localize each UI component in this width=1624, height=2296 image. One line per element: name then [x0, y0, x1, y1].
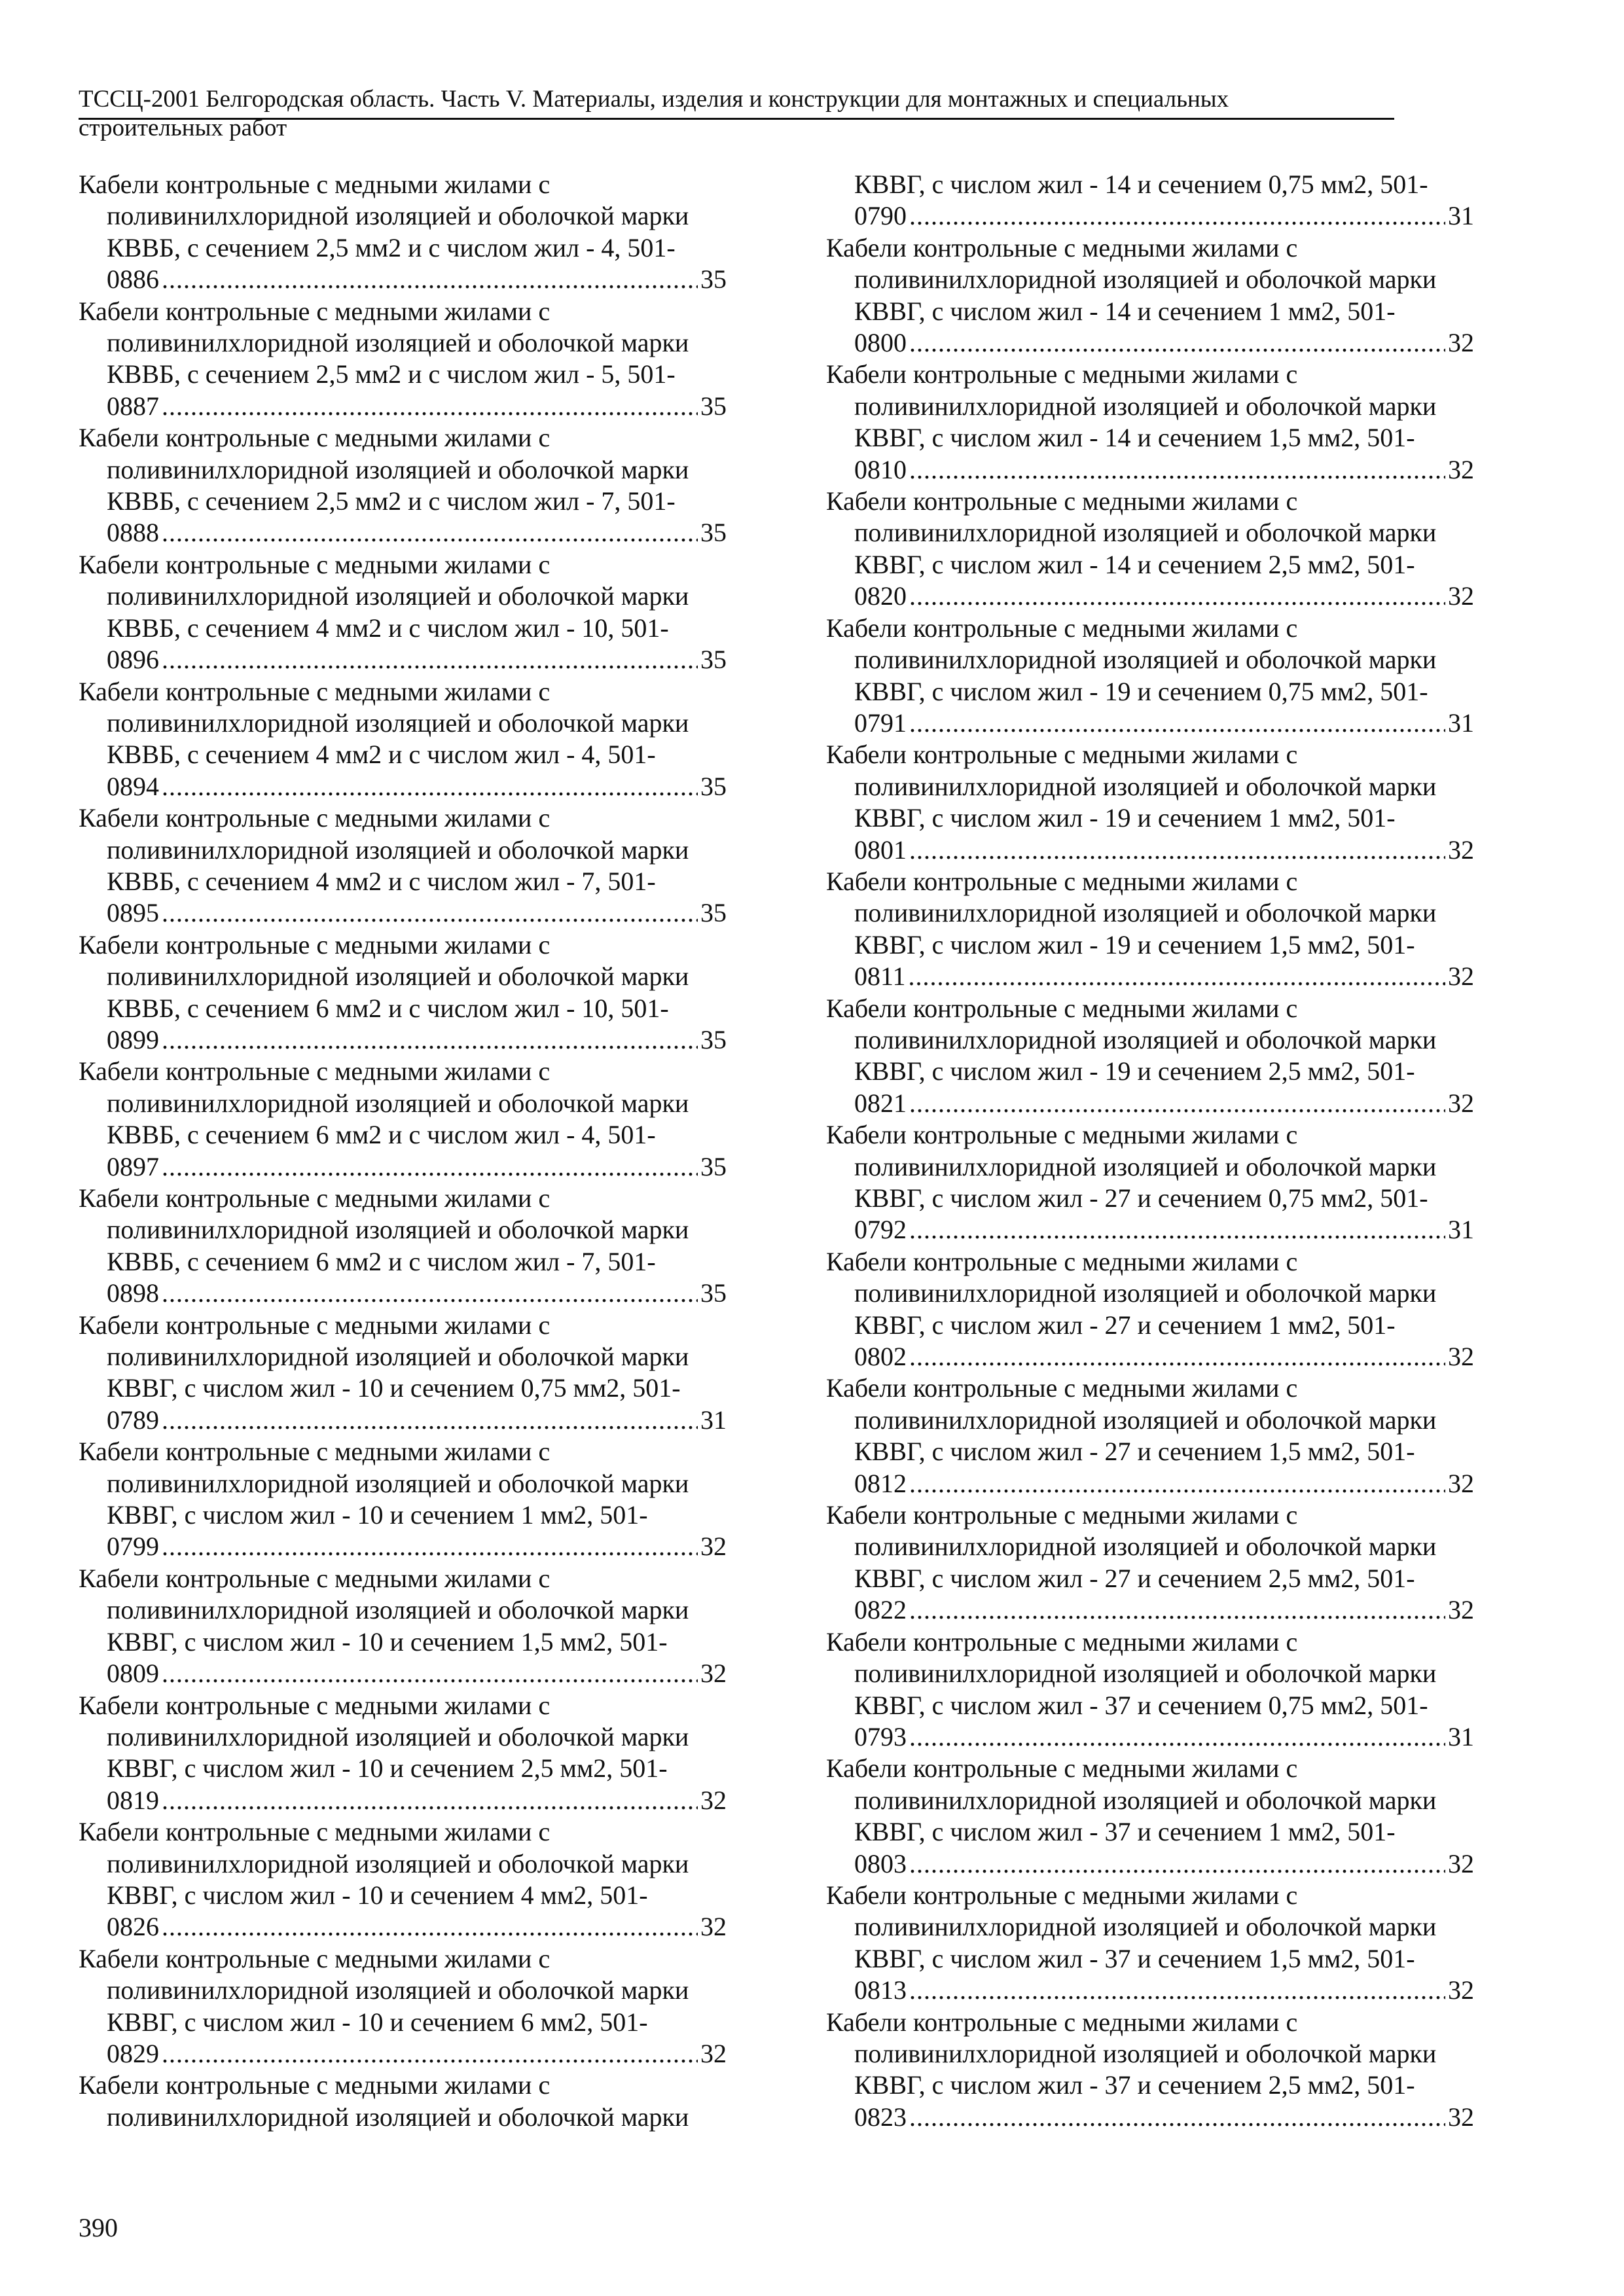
- entry-line-1: Кабели контрольные с медными жилами с: [79, 1690, 550, 1720]
- index-entry: [826, 486, 1474, 613]
- entry-line-2: поливинилхлоридной изоляцией и оболочкой марки: [854, 264, 1437, 295]
- entry-code-line: [79, 1658, 727, 1689]
- index-entry: [79, 1183, 727, 1310]
- index-entry: [79, 549, 727, 676]
- header-line-2: строительных работ: [79, 115, 287, 141]
- entry-line-3: КВВГ, с числом жил - 27 и сечением 1 мм2, 501-: [854, 1310, 1396, 1340]
- entry-line-3: КВВБ, с сечением 2,5 мм2 и с числом жил - 7, 501-: [107, 486, 676, 516]
- entry-line-3: КВВГ, с числом жил - 10 и сечением 0,75 мм2, 501-: [107, 1373, 681, 1403]
- dot-leader: [909, 200, 1445, 232]
- entry-code-line: [826, 1975, 1474, 2006]
- entry-page: 32: [1448, 328, 1474, 358]
- index-entry-continuation: [826, 169, 1474, 232]
- entry-code: 0898: [107, 1278, 159, 1308]
- entry-line-3: КВВГ, с числом жил - 10 и сечением 6 мм2, 501-: [107, 2007, 648, 2037]
- entry-line-1: Кабели контрольные с медными жилами с: [826, 740, 1298, 770]
- index-entry: [826, 2007, 1474, 2134]
- entry-line-1: Кабели контрольные с медными жилами с: [826, 1880, 1298, 1910]
- entry-line-3: КВВГ, с числом жил - 37 и сечением 1 мм2, 501-: [854, 1817, 1396, 1847]
- entry-line-1: Кабели контрольные с медными жилами с: [79, 1817, 550, 1847]
- entry-line-3: КВВГ, с числом жил - 10 и сечением 2,5 мм2, 501-: [107, 1753, 668, 1784]
- index-entry: [826, 1880, 1474, 2007]
- dot-leader: [909, 708, 1445, 739]
- entry-code: 0821: [854, 1088, 907, 1118]
- entry-line-2: поливинилхлоридной изоляцией и оболочкой марки: [107, 581, 689, 611]
- entry-code: 0820: [854, 581, 907, 611]
- entry-page: 31: [1448, 1721, 1474, 1751]
- entry-code: 0799: [107, 1532, 159, 1562]
- entry-line-1: Кабели контрольные с медными жилами с: [79, 1943, 550, 1973]
- entry-code-line: [79, 771, 727, 802]
- entry-code-line: [826, 2102, 1474, 2133]
- index-entry: [79, 802, 727, 929]
- entry-page: 32: [1448, 834, 1474, 865]
- dot-leader: [162, 1278, 698, 1309]
- entry-code: 0823: [854, 2102, 907, 2132]
- entry-code: 0897: [107, 1151, 159, 1181]
- entry-line-2: поливинилхлоридной изоляцией и оболочкой марки: [854, 1912, 1437, 1942]
- index-entry: [826, 866, 1474, 993]
- entry-page: 35: [700, 1278, 727, 1308]
- entry-code: 0801: [854, 834, 907, 865]
- entry-line-2: поливинилхлоридной изоляцией и оболочкой марки: [107, 1342, 689, 1372]
- dot-leader: [162, 644, 698, 675]
- dot-leader: [162, 517, 698, 548]
- entry-line-2: поливинилхлоридной изоляцией и оболочкой марки: [854, 1532, 1437, 1562]
- entry-code: 0887: [107, 391, 159, 421]
- entry-line-1: Кабели контрольные с медными жилами с: [826, 993, 1298, 1023]
- entry-line-1: Кабели контрольные с медными жилами с: [79, 170, 550, 199]
- entry-line-1: Кабели контрольные с медными жилами с: [79, 1437, 550, 1467]
- entry-line-3: КВВГ, с числом жил - 14 и сечением 1,5 мм2, 501-: [854, 423, 1415, 453]
- dot-leader: [909, 1975, 1445, 2006]
- index-entry: [79, 1310, 727, 1437]
- index-entry: [79, 676, 727, 803]
- entry-line-2: поливинилхлоридной изоляцией и оболочкой марки: [854, 898, 1437, 928]
- index-entry: [79, 296, 727, 423]
- index-entry: [826, 613, 1474, 740]
- entry-page: 32: [700, 2038, 727, 2068]
- dot-leader: [162, 1658, 698, 1689]
- dot-leader: [162, 1151, 698, 1183]
- entry-line-2: поливинилхлоридной изоляцией и оболочкой марки: [107, 201, 689, 231]
- dot-leader: [162, 1911, 698, 1943]
- entry-page: 32: [1448, 1088, 1474, 1118]
- entry-line-2: поливинилхлоридной изоляцией и оболочкой марки: [107, 1848, 689, 1878]
- entry-page: 32: [700, 1659, 727, 1689]
- entry-code: 0793: [854, 1721, 907, 1751]
- entry-code: 0812: [854, 1468, 907, 1498]
- entry-page: 32: [1448, 1595, 1474, 1625]
- entry-line-1: Кабели контрольные с медными жилами с: [826, 1500, 1298, 1530]
- entry-code-line: [79, 1531, 727, 1562]
- entry-line-2: поливинилхлоридной изоляцией и оболочкой марки: [854, 771, 1437, 801]
- dot-leader: [162, 391, 698, 422]
- entry-line-2: поливинилхлоридной изоляцией и оболочкой марки: [107, 961, 689, 992]
- entry-page: 35: [700, 645, 727, 675]
- entry-line-2: поливинилхлоридной изоляцией и оболочкой марки: [107, 1721, 689, 1751]
- entry-line-2: поливинилхлоридной изоляцией и оболочкой марки: [107, 328, 689, 358]
- dot-leader: [909, 1341, 1445, 1372]
- entry-code-line: [79, 1911, 727, 1943]
- entry-code: 0899: [107, 1024, 159, 1054]
- entry-line-2: поливинилхлоридной изоляцией и оболочкой марки: [854, 518, 1437, 548]
- entry-page: 32: [1448, 454, 1474, 484]
- entry-line-3: КВВГ, с числом жил - 10 и сечением 4 мм2, 501-: [107, 1880, 648, 1910]
- entry-line-3: КВВГ, с числом жил - 14 и сечением 1 мм2, 501-: [854, 296, 1396, 326]
- entry-code-line: [826, 1468, 1474, 1499]
- entry-line-2: поливинилхлоридной изоляцией и оболочкой марки: [107, 1975, 689, 2005]
- entry-page: 32: [1448, 2102, 1474, 2132]
- entry-line-2: поливинилхлоридной изоляцией и оболочкой марки: [107, 454, 689, 484]
- index-entry-continued: [79, 2070, 727, 2133]
- entry-line-2: поливинилхлоридной изоляцией и оболочкой марки: [854, 1278, 1437, 1308]
- entry-code-line: [826, 581, 1474, 612]
- entry-line-1: Кабели контрольные с медными жилами с: [79, 803, 550, 833]
- dot-leader: [909, 1848, 1445, 1880]
- entry-line-1: Кабели контрольные с медными жилами с: [826, 866, 1298, 896]
- entry-page: 35: [700, 1024, 727, 1054]
- entry-code: 0810: [854, 454, 907, 484]
- entry-line-3: КВВГ, с числом жил - 27 и сечением 2,5 мм2, 501-: [854, 1563, 1415, 1593]
- index-entry: [79, 1563, 727, 1690]
- entry-page: 32: [700, 1532, 727, 1562]
- entry-code-line: [826, 961, 1474, 992]
- entry-line-3: КВВБ, с сечением 6 мм2 и с числом жил - 7, 501-: [107, 1246, 656, 1276]
- entry-code-line: [826, 200, 1474, 232]
- index-entry: [826, 232, 1474, 359]
- entry-line-2: поливинилхлоридной изоляцией и оболочкой марки: [107, 834, 689, 865]
- entry-code: 0803: [854, 1848, 907, 1878]
- entry-line-1: Кабели контрольные с медными жилами с: [826, 1626, 1298, 1657]
- entry-line-3: КВВГ, с числом жил - 19 и сечением 2,5 мм2, 501-: [854, 1056, 1415, 1086]
- entry-code-line: [826, 1721, 1474, 1753]
- dot-leader: [909, 2102, 1445, 2133]
- index-column-left: [79, 169, 727, 2133]
- entry-line-2: поливинилхлоридной изоляцией и оболочкой марки: [854, 391, 1437, 421]
- page-number: 390: [79, 2213, 118, 2242]
- entry-code: 0888: [107, 518, 159, 548]
- entry-page: 35: [700, 391, 727, 421]
- header-line-1: ТССЦ-2001 Белгородская область. Часть V. Материалы, изделия и конструкции для монтажных и специальных: [79, 86, 1229, 113]
- entry-line-2: поливинилхлоридной изоляцией и оболочкой марки: [854, 2038, 1437, 2068]
- entry-code: 0829: [107, 2038, 159, 2068]
- entry-code-line: [79, 391, 727, 422]
- entry-page: 35: [700, 771, 727, 801]
- entry-code-line: [79, 1024, 727, 1056]
- entry-code-line: [826, 834, 1474, 866]
- dot-leader: [162, 1785, 698, 1816]
- entry-code: 0789: [107, 1405, 159, 1435]
- entry-code: 0826: [107, 1912, 159, 1942]
- dot-leader: [909, 1594, 1445, 1626]
- dot-leader: [162, 264, 698, 295]
- index-entry: [826, 1372, 1474, 1499]
- entry-code-line: [79, 1278, 727, 1309]
- entry-page: 31: [700, 1405, 727, 1435]
- dot-leader: [162, 1024, 698, 1056]
- index-entry: [79, 1943, 727, 2070]
- index-entry: [79, 169, 727, 296]
- entry-page: 31: [1448, 708, 1474, 738]
- entry-line-1: Кабели контрольные с медными жилами с: [79, 423, 550, 453]
- entry-code-line: [826, 1214, 1474, 1246]
- entry-line-2: поливинилхлоридной изоляцией и оболочкой марки: [854, 1151, 1437, 1181]
- entry-code-line: [79, 1405, 727, 1436]
- entry-line-3: КВВГ, с числом жил - 37 и сечением 1,5 мм2, 501-: [854, 1943, 1415, 1973]
- entry-code-line: [79, 517, 727, 548]
- dot-leader: [909, 454, 1445, 486]
- entry-line-3: КВВГ, с числом жил - 10 и сечением 1 мм2, 501-: [107, 1500, 648, 1530]
- entry-code: 0811: [854, 961, 906, 992]
- entry-line-3: КВВБ, с сечением 4 мм2 и с числом жил - 7, 501-: [107, 866, 656, 896]
- entry-line-1: Кабели контрольные с медными жилами с: [826, 232, 1298, 262]
- entry-code-line: [79, 1151, 727, 1183]
- entry-line-1: Кабели контрольные с медными жилами с: [79, 1563, 550, 1593]
- entry-line-3: КВВГ, с числом жил - 19 и сечением 1 мм2, 501-: [854, 803, 1396, 833]
- entry-page: 32: [1448, 1848, 1474, 1878]
- entry-line-3: КВВБ, с сечением 2,5 мм2 и с числом жил - 4, 501-: [107, 232, 676, 262]
- entry-line-2: поливинилхлоридной изоляцией и оболочкой марки: [107, 1468, 689, 1498]
- entry-code: 0895: [107, 898, 159, 928]
- entry-page: 32: [1448, 1468, 1474, 1498]
- entry-code: 0894: [107, 771, 159, 801]
- entry-page: 32: [1448, 961, 1474, 992]
- entry-line-2: поливинилхлоридной изоляцией и оболочкой марки: [854, 1785, 1437, 1815]
- index-entry: [826, 1626, 1474, 1753]
- entry-code-line: [79, 1785, 727, 1816]
- index-entry: [79, 1436, 727, 1563]
- entry-line-3: КВВБ, с сечением 6 мм2 и с числом жил - 4, 501-: [107, 1120, 656, 1150]
- dot-leader: [162, 1405, 698, 1436]
- entry-line-1: Кабели контрольные с медными жилами с: [826, 1246, 1298, 1276]
- entry-page: 31: [1448, 201, 1474, 231]
- entry-page: 32: [700, 1912, 727, 1942]
- entry-code: 0791: [854, 708, 907, 738]
- entry-code: 0896: [107, 645, 159, 675]
- entry-line-1: Кабели контрольные с медными жилами с: [826, 359, 1298, 389]
- entry-code-line: [826, 708, 1474, 739]
- index-entry: [826, 1119, 1474, 1246]
- entry-page: 31: [1448, 1215, 1474, 1245]
- entry-code: 0790: [854, 201, 907, 231]
- index-entry: [79, 929, 727, 1056]
- entry-line-3: КВВГ, с числом жил - 10 и сечением 1,5 мм2, 501-: [107, 1626, 668, 1657]
- entry-code-line: [826, 1848, 1474, 1880]
- entry-line-2: поливинилхлоридной изоляцией и оболочкой марки: [107, 1595, 689, 1625]
- entry-line-1: Кабели контрольные с медными жилами с: [79, 929, 550, 960]
- entry-line-1: Кабели контрольные с медными жилами с: [79, 1310, 550, 1340]
- entry-line-1: Кабели контрольные с медными жилами с: [826, 486, 1298, 516]
- entry-line-2: поливинилхлоридной изоляцией и оболочкой марки: [107, 1088, 689, 1118]
- index-entry: [826, 739, 1474, 866]
- entry-page: 32: [1448, 1342, 1474, 1372]
- entry-code-line: [826, 1594, 1474, 1626]
- entry-code-line: [826, 327, 1474, 359]
- dot-leader: [909, 1214, 1445, 1246]
- entry-line-3: КВВБ, с сечением 2,5 мм2 и с числом жил - 5, 501-: [107, 359, 676, 389]
- index-entry: [79, 1690, 727, 1817]
- entry-code-line: [79, 264, 727, 295]
- index-entry: [826, 1499, 1474, 1626]
- entry-line-1: Кабели контрольные с медными жилами с: [79, 1056, 550, 1086]
- entry-line-3: КВВГ, с числом жил - 19 и сечением 0,75 мм2, 501-: [854, 676, 1428, 706]
- entry-line-3: КВВБ, с сечением 4 мм2 и с числом жил - 4, 501-: [107, 740, 656, 770]
- entry-line-2: поливинилхлоридной изоляцией и оболочкой марки: [854, 1405, 1437, 1435]
- entry-line-2: поливинилхлоридной изоляцией и оболочкой марки: [107, 708, 689, 738]
- entry-code-line: [79, 897, 727, 929]
- entry-page: 35: [700, 898, 727, 928]
- entry-line-1: Кабели контрольные с медными жилами с: [826, 1373, 1298, 1403]
- entry-line-3: КВВГ, с числом жил - 14 и сечением 2,5 мм2, 501-: [854, 549, 1415, 579]
- entry-line-1: Кабели контрольные с медными жилами с: [79, 1183, 550, 1213]
- entry-page: 32: [1448, 581, 1474, 611]
- dot-leader: [909, 1088, 1445, 1119]
- entry-line-1: Кабели контрольные с медными жилами с: [79, 296, 550, 326]
- entry-page: 32: [700, 1785, 727, 1815]
- entry-code: 0813: [854, 1975, 907, 2005]
- dot-leader: [162, 1531, 698, 1562]
- entry-line-1: Кабели контрольные с медными жилами с: [826, 2007, 1298, 2037]
- entry-code: 0819: [107, 1785, 159, 1815]
- entry-page: 35: [700, 1151, 727, 1181]
- entry-page: 35: [700, 264, 727, 295]
- index-entry: [79, 422, 727, 549]
- index-column-right: [826, 169, 1474, 2133]
- running-header: [79, 85, 1394, 143]
- index-entry: [826, 1246, 1474, 1373]
- entry-line-3: КВВГ, с числом жил - 37 и сечением 2,5 мм2, 501-: [854, 2070, 1415, 2100]
- dot-leader: [909, 961, 1445, 992]
- entry-code: 0822: [854, 1595, 907, 1625]
- entry-line-1: Кабели контрольные с медными жилами с: [79, 549, 550, 579]
- entry-line-1: Кабели контрольные с медными жилами с: [826, 1753, 1298, 1784]
- index-entry: [826, 1753, 1474, 1880]
- entry-code-line: [826, 454, 1474, 486]
- dot-leader: [162, 771, 698, 802]
- entry-line-1: Кабели контрольные с медными жилами с: [826, 1120, 1298, 1150]
- entry-line-3: КВВГ, с числом жил - 27 и сечением 1,5 мм2, 501-: [854, 1437, 1415, 1467]
- entry-line-2: поливинилхлоридной изоляцией и оболочкой марки: [107, 2102, 689, 2132]
- entry-code: 0800: [854, 328, 907, 358]
- entry-line-3: КВВБ, с сечением 4 мм2 и с числом жил - 10, 501-: [107, 613, 669, 643]
- index-entry: [79, 1816, 727, 1943]
- entry-line-1: Кабели контрольные с медными жилами с: [826, 613, 1298, 643]
- header-divider: [79, 118, 1394, 120]
- entry-code: 0792: [854, 1215, 907, 1245]
- entry-page: 32: [1448, 1975, 1474, 2005]
- entry-page: 35: [700, 518, 727, 548]
- entry-code-line: [79, 2038, 727, 2070]
- entry-line-3: КВВБ, с сечением 6 мм2 и с числом жил - 10, 501-: [107, 993, 669, 1023]
- entry-code: 0886: [107, 264, 159, 295]
- entry-code-line: [79, 644, 727, 675]
- dot-leader: [162, 2038, 698, 2070]
- entry-line-2: поливинилхлоридной изоляцией и оболочкой марки: [854, 1024, 1437, 1054]
- index-entry: [826, 359, 1474, 486]
- entry-code-line: [826, 1341, 1474, 1372]
- dot-leader: [909, 1468, 1445, 1499]
- dot-leader: [909, 327, 1445, 359]
- dot-leader: [909, 1721, 1445, 1753]
- entry-line-3: КВВГ, с числом жил - 37 и сечением 0,75 мм2, 501-: [854, 1690, 1428, 1720]
- dot-leader: [162, 897, 698, 929]
- index-entry: [79, 1056, 727, 1183]
- entry-line-3: КВВГ, с числом жил - 19 и сечением 1,5 мм2, 501-: [854, 929, 1415, 960]
- entry-line-3: КВВГ, с числом жил - 14 и сечением 0,75 мм2, 501-: [854, 170, 1428, 199]
- entry-code: 0809: [107, 1659, 159, 1689]
- entry-code-line: [826, 1088, 1474, 1119]
- entry-line-1: Кабели контрольные с медными жилами с: [79, 2070, 550, 2100]
- dot-leader: [909, 834, 1445, 866]
- entry-line-3: КВВГ, с числом жил - 27 и сечением 0,75 мм2, 501-: [854, 1183, 1428, 1213]
- entry-line-2: поливинилхлоридной изоляцией и оболочкой марки: [854, 1659, 1437, 1689]
- entry-code: 0802: [854, 1342, 907, 1372]
- dot-leader: [909, 581, 1445, 612]
- entry-line-2: поливинилхлоридной изоляцией и оболочкой марки: [854, 645, 1437, 675]
- index-entry: [826, 993, 1474, 1120]
- entry-line-2: поливинилхлоридной изоляцией и оболочкой марки: [107, 1215, 689, 1245]
- entry-line-1: Кабели контрольные с медными жилами с: [79, 676, 550, 706]
